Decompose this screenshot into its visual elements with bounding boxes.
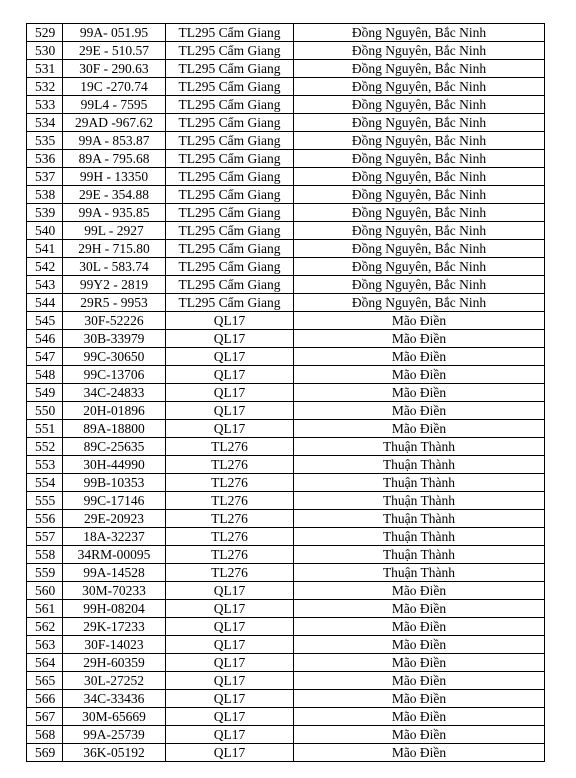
road-name: TL276 <box>166 564 294 582</box>
location: Mão Điền <box>294 384 545 402</box>
license-plate: 34C-24833 <box>63 384 166 402</box>
row-number: 554 <box>27 474 63 492</box>
road-name: TL295 Cẩm Giang <box>166 60 294 78</box>
road-name: QL17 <box>166 402 294 420</box>
road-name: TL295 Cẩm Giang <box>166 240 294 258</box>
location: Đồng Nguyên, Bắc Ninh <box>294 168 545 186</box>
table-row <box>27 726 545 744</box>
location: Mão Điền <box>294 654 545 672</box>
location: Đồng Nguyên, Bắc Ninh <box>294 60 545 78</box>
license-plate: 99C-17146 <box>63 492 166 510</box>
road-name: TL295 Cẩm Giang <box>166 276 294 294</box>
table-row <box>27 24 545 42</box>
road-name: TL295 Cẩm Giang <box>166 258 294 276</box>
license-plate: 19C -270.74 <box>63 78 166 96</box>
road-name: QL17 <box>166 600 294 618</box>
license-plate: 99H-08204 <box>63 600 166 618</box>
road-name: TL295 Cẩm Giang <box>166 186 294 204</box>
road-name: TL276 <box>166 546 294 564</box>
location: Thuận Thành <box>294 564 545 582</box>
table-row <box>27 474 545 492</box>
license-plate: 89C-25635 <box>63 438 166 456</box>
license-plate: 30L - 583.74 <box>63 258 166 276</box>
row-number: 557 <box>27 528 63 546</box>
table-row <box>27 420 545 438</box>
road-name: QL17 <box>166 726 294 744</box>
license-plate: 29H-60359 <box>63 654 166 672</box>
road-name: QL17 <box>166 312 294 330</box>
table-row <box>27 96 545 114</box>
license-plate: 30M-70233 <box>63 582 166 600</box>
location: Đồng Nguyên, Bắc Ninh <box>294 96 545 114</box>
table-row <box>27 42 545 60</box>
location: Mão Điền <box>294 600 545 618</box>
location: Mão Điền <box>294 690 545 708</box>
row-number: 568 <box>27 726 63 744</box>
road-name: TL295 Cẩm Giang <box>166 168 294 186</box>
road-name: TL276 <box>166 528 294 546</box>
table-row <box>27 78 545 96</box>
row-number: 531 <box>27 60 63 78</box>
license-plate: 99A - 853.87 <box>63 132 166 150</box>
location: Đồng Nguyên, Bắc Ninh <box>294 132 545 150</box>
license-plate: 30H-44990 <box>63 456 166 474</box>
row-number: 550 <box>27 402 63 420</box>
road-name: TL295 Cẩm Giang <box>166 114 294 132</box>
license-plate: 18A-32237 <box>63 528 166 546</box>
road-name: QL17 <box>166 330 294 348</box>
table-row <box>27 546 545 564</box>
table-row <box>27 240 545 258</box>
table-row <box>27 186 545 204</box>
location: Đồng Nguyên, Bắc Ninh <box>294 114 545 132</box>
location: Mão Điền <box>294 672 545 690</box>
license-plate: 34C-33436 <box>63 690 166 708</box>
location: Đồng Nguyên, Bắc Ninh <box>294 42 545 60</box>
row-number: 535 <box>27 132 63 150</box>
table-row <box>27 276 545 294</box>
license-plate: 29H - 715.80 <box>63 240 166 258</box>
row-number: 541 <box>27 240 63 258</box>
row-number: 565 <box>27 672 63 690</box>
table-row <box>27 564 545 582</box>
row-number: 537 <box>27 168 63 186</box>
row-number: 555 <box>27 492 63 510</box>
road-name: TL276 <box>166 438 294 456</box>
license-plate: 30B-33979 <box>63 330 166 348</box>
location: Đồng Nguyên, Bắc Ninh <box>294 24 545 42</box>
road-name: QL17 <box>166 420 294 438</box>
row-number: 533 <box>27 96 63 114</box>
license-plate: 29E - 354.88 <box>63 186 166 204</box>
location: Mão Điền <box>294 744 545 762</box>
license-plate: 20H-01896 <box>63 402 166 420</box>
license-plate: 29R5 - 9953 <box>63 294 166 312</box>
road-name: QL17 <box>166 690 294 708</box>
license-plate: 99B-10353 <box>63 474 166 492</box>
road-name: TL295 Cẩm Giang <box>166 78 294 96</box>
table-row <box>27 312 545 330</box>
row-number: 549 <box>27 384 63 402</box>
license-plate: 99L - 2927 <box>63 222 166 240</box>
table-row <box>27 690 545 708</box>
table-row <box>27 330 545 348</box>
license-plate: 99C-13706 <box>63 366 166 384</box>
row-number: 569 <box>27 744 63 762</box>
location: Mão Điền <box>294 402 545 420</box>
row-number: 559 <box>27 564 63 582</box>
location: Đồng Nguyên, Bắc Ninh <box>294 150 545 168</box>
location: Đồng Nguyên, Bắc Ninh <box>294 294 545 312</box>
row-number: 547 <box>27 348 63 366</box>
table-row <box>27 600 545 618</box>
row-number: 551 <box>27 420 63 438</box>
table-row <box>27 528 545 546</box>
license-plate: 89A - 795.68 <box>63 150 166 168</box>
license-plate: 29E - 510.57 <box>63 42 166 60</box>
location: Mão Điền <box>294 708 545 726</box>
license-plate: 30L-27252 <box>63 672 166 690</box>
license-plate: 29K-17233 <box>63 618 166 636</box>
location: Thuận Thành <box>294 546 545 564</box>
road-name: QL17 <box>166 582 294 600</box>
row-number: 546 <box>27 330 63 348</box>
road-name: TL295 Cẩm Giang <box>166 204 294 222</box>
table-row <box>27 294 545 312</box>
location: Mão Điền <box>294 726 545 744</box>
road-name: QL17 <box>166 366 294 384</box>
table-row <box>27 654 545 672</box>
row-number: 567 <box>27 708 63 726</box>
road-name: TL276 <box>166 492 294 510</box>
row-number: 545 <box>27 312 63 330</box>
license-plate: 34RM-00095 <box>63 546 166 564</box>
table-row <box>27 168 545 186</box>
table-row <box>27 618 545 636</box>
location: Thuận Thành <box>294 492 545 510</box>
road-name: TL295 Cẩm Giang <box>166 24 294 42</box>
location: Đồng Nguyên, Bắc Ninh <box>294 186 545 204</box>
table-row <box>27 348 545 366</box>
table-row <box>27 60 545 78</box>
license-plate: 99A-25739 <box>63 726 166 744</box>
table-row <box>27 222 545 240</box>
location: Đồng Nguyên, Bắc Ninh <box>294 222 545 240</box>
road-name: TL295 Cẩm Giang <box>166 132 294 150</box>
table-row <box>27 582 545 600</box>
row-number: 540 <box>27 222 63 240</box>
row-number: 542 <box>27 258 63 276</box>
table-row <box>27 402 545 420</box>
license-plate: 30M-65669 <box>63 708 166 726</box>
row-number: 530 <box>27 42 63 60</box>
location: Thuận Thành <box>294 438 545 456</box>
license-plate: 89A-18800 <box>63 420 166 438</box>
row-number: 561 <box>27 600 63 618</box>
location: Đồng Nguyên, Bắc Ninh <box>294 78 545 96</box>
violation-table <box>26 23 545 762</box>
row-number: 566 <box>27 690 63 708</box>
license-plate: 99L4 - 7595 <box>63 96 166 114</box>
table-row <box>27 204 545 222</box>
row-number: 534 <box>27 114 63 132</box>
table-row <box>27 510 545 528</box>
road-name: QL17 <box>166 672 294 690</box>
road-name: QL17 <box>166 654 294 672</box>
table-row <box>27 456 545 474</box>
location: Mão Điền <box>294 312 545 330</box>
road-name: TL295 Cẩm Giang <box>166 42 294 60</box>
table-row <box>27 492 545 510</box>
table-row <box>27 636 545 654</box>
table-row <box>27 366 545 384</box>
road-name: QL17 <box>166 348 294 366</box>
table-row <box>27 672 545 690</box>
table-row <box>27 384 545 402</box>
location: Mão Điền <box>294 636 545 654</box>
road-name: QL17 <box>166 636 294 654</box>
document-page <box>26 23 544 762</box>
road-name: QL17 <box>166 618 294 636</box>
license-plate: 30F-52226 <box>63 312 166 330</box>
location: Mão Điền <box>294 582 545 600</box>
row-number: 536 <box>27 150 63 168</box>
row-number: 544 <box>27 294 63 312</box>
table-row <box>27 150 545 168</box>
license-plate: 30F-14023 <box>63 636 166 654</box>
license-plate: 99A- 051.95 <box>63 24 166 42</box>
row-number: 563 <box>27 636 63 654</box>
road-name: TL295 Cẩm Giang <box>166 150 294 168</box>
location: Đồng Nguyên, Bắc Ninh <box>294 204 545 222</box>
license-plate: 29E-20923 <box>63 510 166 528</box>
table-body <box>27 24 545 762</box>
license-plate: 99A - 935.85 <box>63 204 166 222</box>
location: Mão Điền <box>294 330 545 348</box>
location: Mão Điền <box>294 618 545 636</box>
row-number: 552 <box>27 438 63 456</box>
road-name: QL17 <box>166 708 294 726</box>
row-number: 553 <box>27 456 63 474</box>
table-row <box>27 114 545 132</box>
row-number: 543 <box>27 276 63 294</box>
row-number: 529 <box>27 24 63 42</box>
location: Mão Điền <box>294 366 545 384</box>
row-number: 562 <box>27 618 63 636</box>
location: Đồng Nguyên, Bắc Ninh <box>294 258 545 276</box>
location: Thuận Thành <box>294 456 545 474</box>
row-number: 564 <box>27 654 63 672</box>
location: Đồng Nguyên, Bắc Ninh <box>294 240 545 258</box>
license-plate: 30F - 290.63 <box>63 60 166 78</box>
location: Thuận Thành <box>294 528 545 546</box>
location: Mão Điền <box>294 420 545 438</box>
license-plate: 36K-05192 <box>63 744 166 762</box>
location: Thuận Thành <box>294 474 545 492</box>
table-row <box>27 438 545 456</box>
road-name: QL17 <box>166 384 294 402</box>
location: Thuận Thành <box>294 510 545 528</box>
table-row <box>27 744 545 762</box>
row-number: 539 <box>27 204 63 222</box>
license-plate: 99C-30650 <box>63 348 166 366</box>
table-row <box>27 258 545 276</box>
road-name: TL295 Cẩm Giang <box>166 222 294 240</box>
road-name: TL276 <box>166 474 294 492</box>
row-number: 558 <box>27 546 63 564</box>
license-plate: 99A-14528 <box>63 564 166 582</box>
row-number: 532 <box>27 78 63 96</box>
road-name: TL276 <box>166 456 294 474</box>
location: Đồng Nguyên, Bắc Ninh <box>294 276 545 294</box>
row-number: 556 <box>27 510 63 528</box>
license-plate: 99Y2 - 2819 <box>63 276 166 294</box>
license-plate: 99H - 13350 <box>63 168 166 186</box>
road-name: TL295 Cẩm Giang <box>166 294 294 312</box>
row-number: 538 <box>27 186 63 204</box>
row-number: 548 <box>27 366 63 384</box>
table-row <box>27 708 545 726</box>
license-plate: 29AD -967.62 <box>63 114 166 132</box>
table-row <box>27 132 545 150</box>
row-number: 560 <box>27 582 63 600</box>
road-name: QL17 <box>166 744 294 762</box>
location: Mão Điền <box>294 348 545 366</box>
road-name: TL276 <box>166 510 294 528</box>
road-name: TL295 Cẩm Giang <box>166 96 294 114</box>
